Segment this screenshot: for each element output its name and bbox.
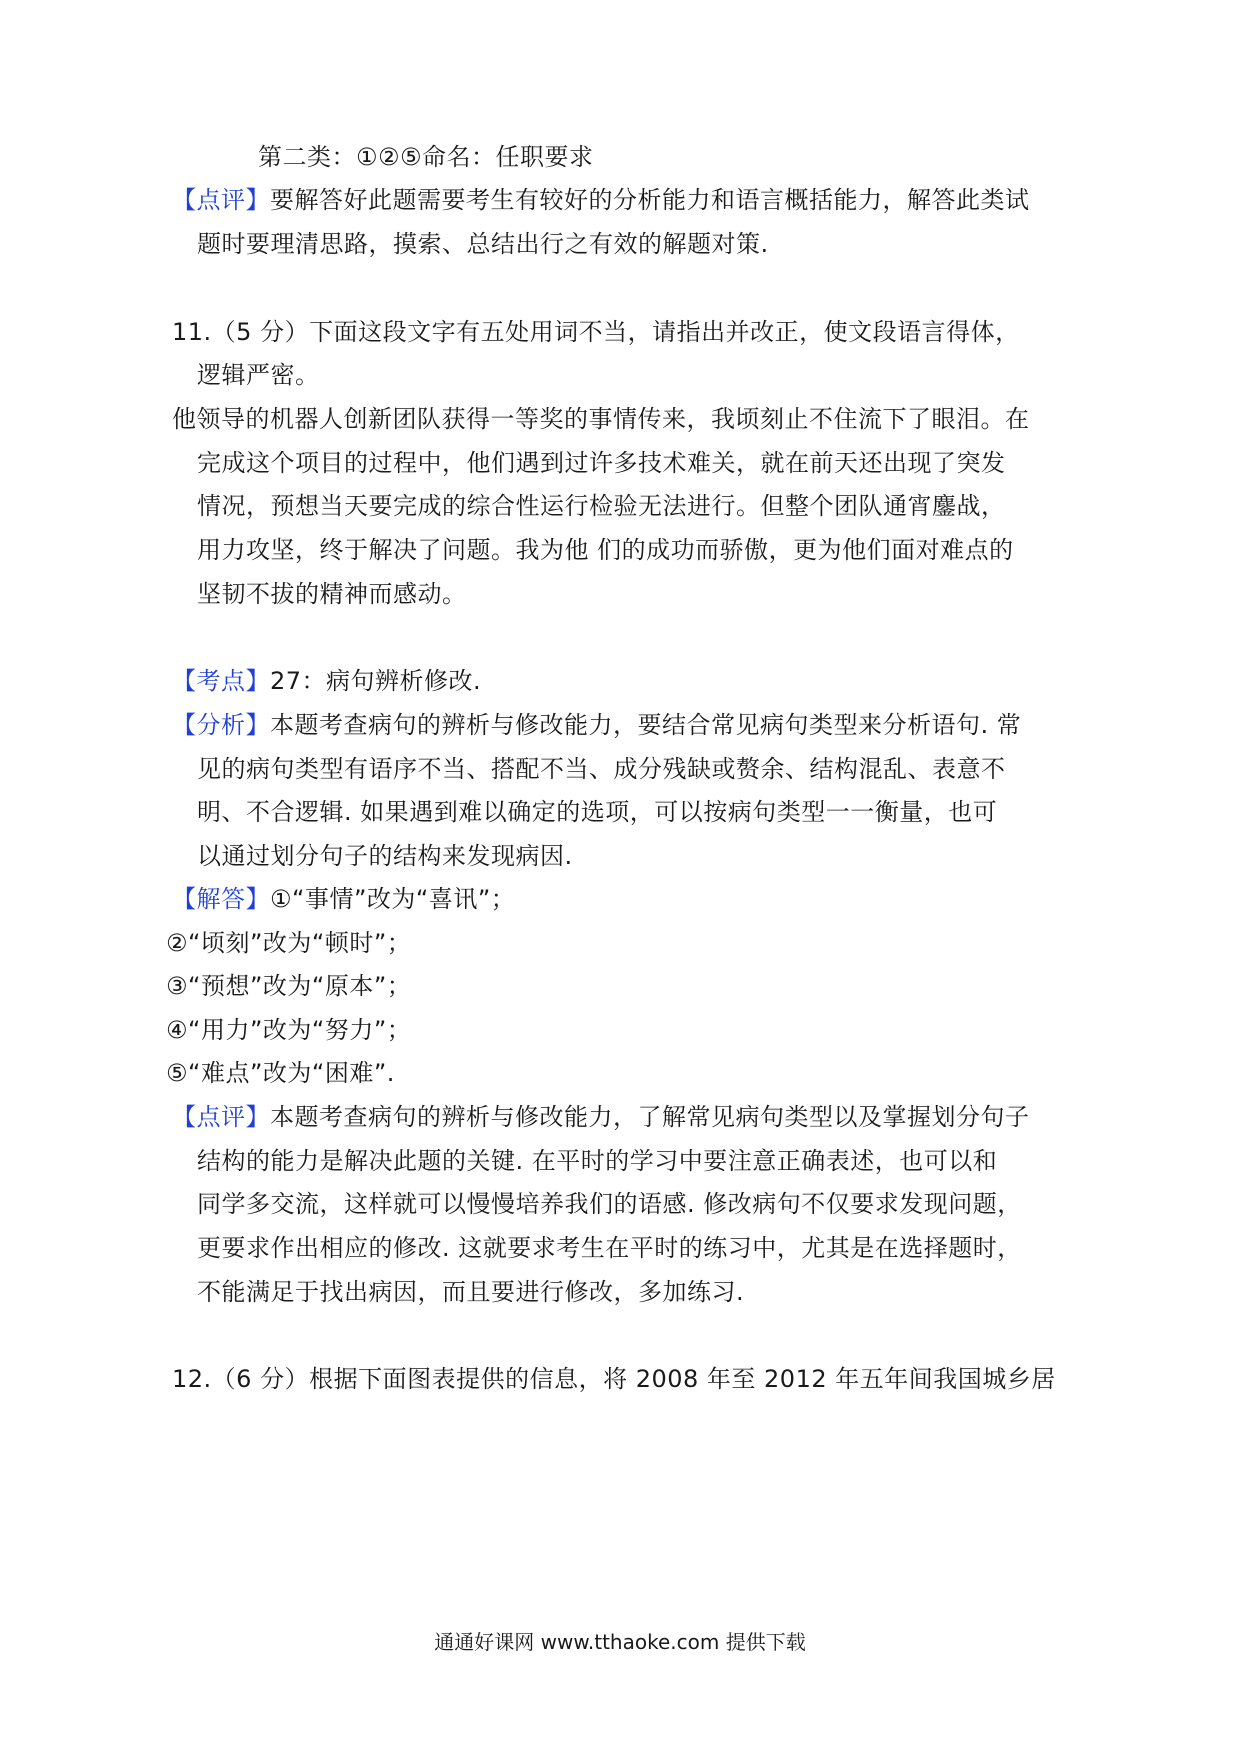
jieda-line (172, 882, 515, 916)
fenxi-line: 以通过划分句子的结构来发现病因. (197, 842, 573, 870)
dianping-line: 更要求作出相应的修改. 这就要求考生在平时的练习中，尤其是在选择题时， (197, 1234, 1022, 1262)
fenxi-line: 见的病句类型有语序不当、搭配不当、成分残缺或赘余、结构混乱、表意不 (197, 755, 1006, 783)
fenxi-line (172, 708, 1021, 742)
passage-line: 他领导的机器人创新团队获得一等奖的事情传来，我顷刻止不住流下了眼泪。在 (172, 405, 1030, 433)
category-two-line: 第二类：①②⑤命名：任职要求 (258, 143, 594, 171)
fenxi-tag: 【分析】 (172, 711, 270, 739)
passage-line: 情况，预想当天要完成的综合性运行检验无法进行。但整个团队通宵鏖战， (197, 492, 1006, 520)
jieda-line: ③“预想”改为“原本”； (166, 972, 412, 1000)
page-footer: 通通好课网 www.tthaoke.com 提供下载 (434, 1630, 806, 1654)
comment-prev-line-1 (172, 183, 1030, 217)
passage-line: 用力攻坚，终于解决了问题。我为他 们的成功而骄傲，更为他们面对难点的 (197, 536, 1014, 564)
kaodian-tag: 【考点】 (172, 667, 270, 695)
kaodian-text: 27：病句辨析修改. (270, 667, 482, 695)
question-11-stem: 11.（5 分）下面这段文字有五处用词不当，请指出并改正，使文段语言得体， (172, 318, 1020, 346)
jieda-line: ⑤“难点”改为“困难”. (166, 1059, 395, 1087)
fenxi-line: 明、不合逻辑. 如果遇到难以确定的选项，可以按病句类型一一衡量，也可 (197, 798, 998, 826)
comment-text: 要解答好此题需要考生有较好的分析能力和语言概括能力，解答此类试 (270, 186, 1030, 214)
jieda-line: ②“顷刻”改为“顿时”； (166, 929, 412, 957)
comment-prev-line-2: 题时要理清思路，摸索、总结出行之有效的解题对策. (197, 230, 769, 258)
dianping-line: 不能满足于找出病因，而且要进行修改，多加练习. (197, 1278, 745, 1306)
passage-line: 完成这个项目的过程中，他们遇到过许多技术难关，就在前天还出现了突发 (197, 449, 1006, 477)
dianping-tag: 【点评】 (172, 1103, 270, 1131)
dianping-line: 同学多交流，这样就可以慢慢培养我们的语感. 修改病句不仅要求发现问题， (197, 1190, 1022, 1218)
jieda-text: ①“事情”改为“喜讯”； (270, 885, 516, 913)
question-11-stem-cont: 逻辑严密。 (197, 361, 320, 389)
dianping-text: 本题考查病句的辨析与修改能力，了解常见病句类型以及掌握划分句子 (270, 1103, 1030, 1131)
dianping-line: 结构的能力是解决此题的关键. 在平时的学习中要注意正确表述，也可以和 (197, 1147, 998, 1175)
fenxi-text: 本题考查病句的辨析与修改能力，要结合常见病句类型来分析语句. 常 (270, 711, 1022, 739)
kaodian-line (172, 664, 481, 698)
dianping-line (172, 1100, 1030, 1134)
passage-line: 坚韧不拔的精神而感动。 (197, 580, 467, 608)
comment-tag: 【点评】 (172, 186, 270, 214)
question-12-stem: 12.（6 分）根据下面图表提供的信息，将 2008 年至 2012 年五年间我国城乡居 (172, 1365, 1056, 1393)
jieda-line: ④“用力”改为“努力”； (166, 1016, 412, 1044)
jieda-tag: 【解答】 (172, 885, 270, 913)
